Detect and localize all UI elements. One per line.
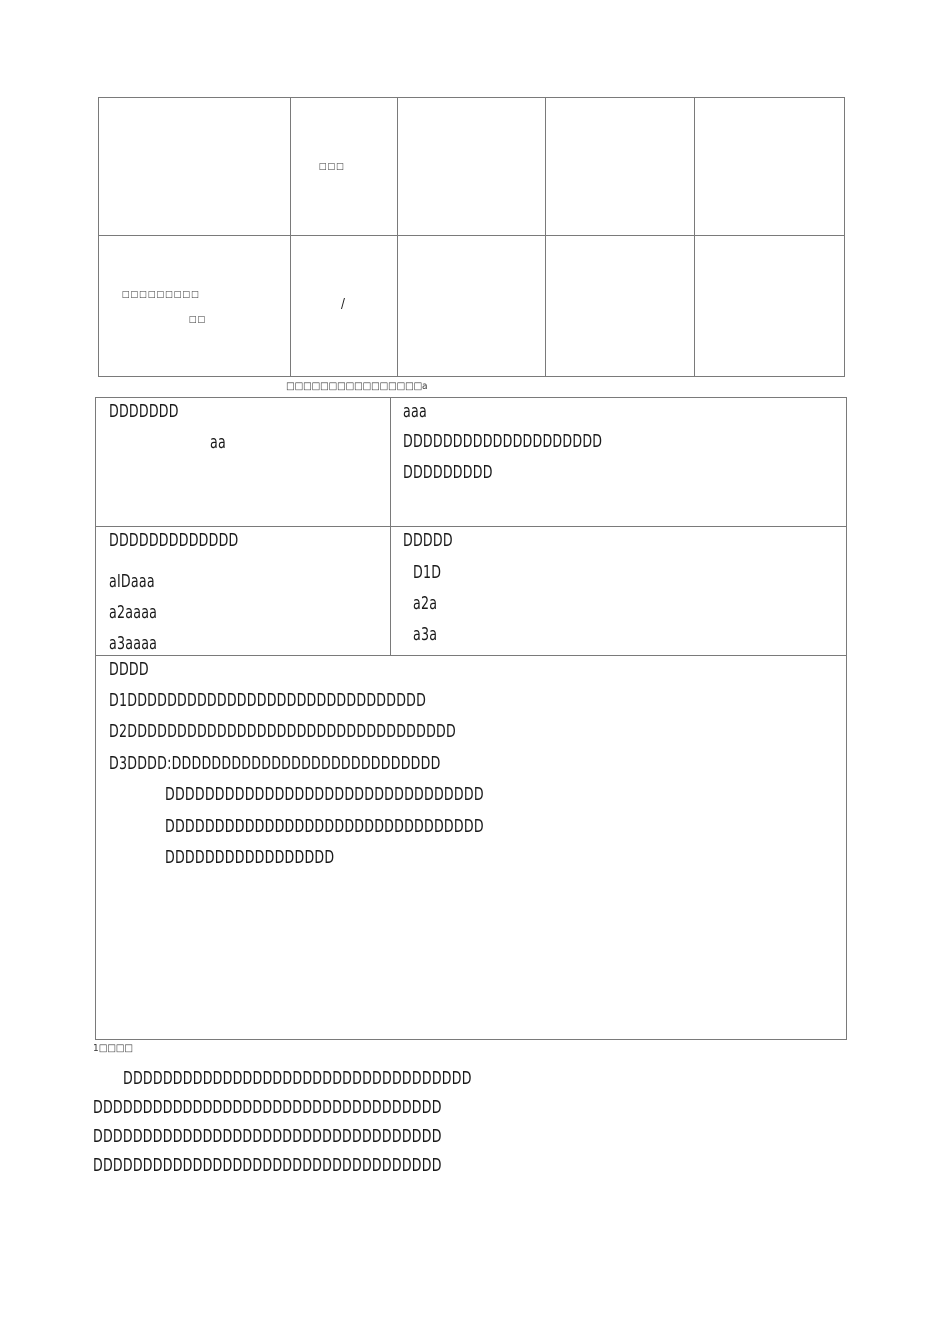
main-table-r2-left-4: a3aaaa [109, 633, 158, 654]
main-table-r2-right-2: D1D [413, 562, 442, 583]
paragraph-line-1: DDDDDDDDDDDDDDDDDDDDDDDDDDDDDDDDDDD [123, 1068, 472, 1089]
main-table-r3-line-6: DDDDDDDDDDDDDDDDDDDDDDDDDDDDDDDD [165, 816, 484, 837]
main-table-r3-line-1: DDDD [109, 659, 149, 680]
main-table-r2-right-4: a3a [413, 624, 438, 645]
paragraph-line-4: DDDDDDDDDDDDDDDDDDDDDDDDDDDDDDDDDDD [93, 1155, 442, 1176]
main-table-r2-left-1: DDDDDDDDDDDDD [109, 530, 239, 551]
main-table-r2-right-3: a2a [413, 593, 438, 614]
main-table-r2-right-1: DDDDD [403, 530, 453, 551]
main-table-r3-line-3: D2DDDDDDDDDDDDDDDDDDDDDDDDDDDDDDDDD [109, 721, 456, 742]
main-table-r3-line-2: D1DDDDDDDDDDDDDDDDDDDDDDDDDDDDDD [109, 690, 427, 711]
main-table-r1-left-2: aa [210, 432, 226, 453]
main-table-r3-line-5: DDDDDDDDDDDDDDDDDDDDDDDDDDDDDDDD [165, 784, 484, 805]
top-table-cell-r2c1-line1: □□□□□□□□□ [122, 290, 200, 300]
footnote-label: 1□□□□ [93, 1043, 133, 1054]
top-table-cell-r2c1-line2: □□ [189, 315, 207, 325]
main-table-r3-line-7: DDDDDDDDDDDDDDDDD [165, 847, 335, 868]
main-table-r1-right-2: DDDDDDDDDDDDDDDDDDDD [403, 431, 603, 452]
paragraph-line-3: DDDDDDDDDDDDDDDDDDDDDDDDDDDDDDDDDDD [93, 1126, 442, 1147]
top-table-cell-r1c2: □□□ [319, 162, 345, 172]
main-table-r3-line-4: D3DDDD:DDDDDDDDDDDDDDDDDDDDDDDDDDD [109, 753, 441, 774]
top-table-cell-r2c2: / [341, 297, 345, 312]
table-caption: □□□□□□□□□□□□□□□□a [286, 381, 428, 392]
paragraph-line-2: DDDDDDDDDDDDDDDDDDDDDDDDDDDDDDDDDDD [93, 1097, 442, 1118]
main-table-r2-left-3: a2aaaa [109, 602, 158, 623]
main-table-r1-right-3: DDDDDDDDD [403, 462, 493, 483]
main-table-r2-left-2: aIDaaa [109, 571, 155, 592]
main-table-r1-left-1: DDDDDDD [109, 401, 179, 422]
main-table-r1-right-1: aaa [403, 401, 427, 422]
